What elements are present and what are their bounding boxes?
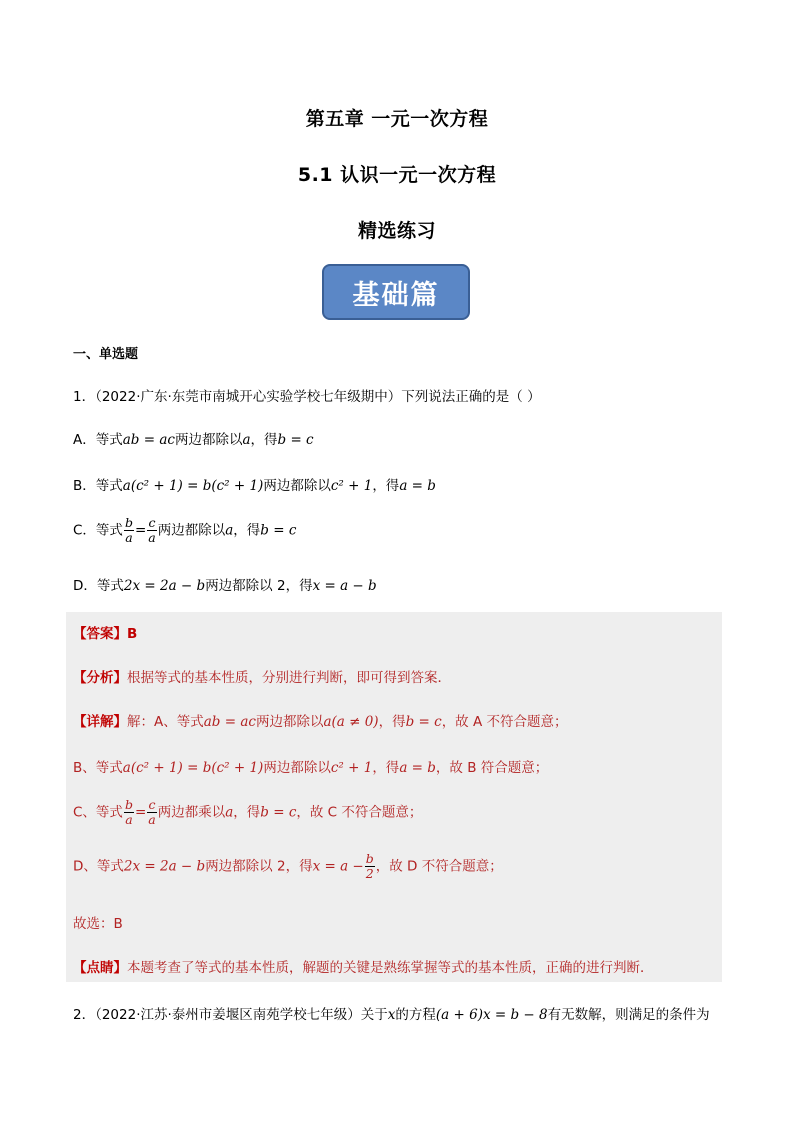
option-text: D．等式 [73, 578, 124, 594]
comment-label: 【点睛】 [73, 960, 127, 976]
formula: 2x = 2a − b [123, 578, 206, 594]
section-heading: 一、单选题 [73, 347, 139, 362]
formula: b = c [405, 714, 442, 730]
question-1-option-d [73, 574, 377, 594]
formula: a(c² + 1) = b(c² + 1) [122, 760, 264, 776]
analysis-line [73, 666, 451, 686]
formula: x = a − [312, 858, 364, 875]
formula: c² + 1 [330, 478, 373, 494]
detail-label: 【详解】 [73, 714, 127, 730]
option-text: 两边都除以 [174, 432, 243, 448]
answer-line [73, 622, 137, 642]
answer-value: B [127, 626, 138, 642]
option-text: 两边都除以 [157, 522, 226, 539]
formula: a = b [399, 760, 436, 776]
fraction: $\frac{c}{a}$ [148, 797, 156, 827]
formula: b = c [277, 432, 314, 448]
formula: x = a − b [312, 578, 377, 594]
detail-a-line: 【详解】解：A、等式ab = ac两边都除以a(a ≠ 0)，得b = c，故 A 不符合题意； [73, 714, 568, 730]
question-1-option-a [73, 428, 314, 448]
formula: ab = ac [203, 714, 256, 730]
option-text: 两边都除以 [263, 478, 331, 494]
formula: a = b [399, 478, 436, 494]
question-1-option-c: C．等式 $\frac{b}{a}$ = $\frac{c}{a}$ 两边都除以a，得b = c [73, 515, 297, 545]
formula: c² + 1 [330, 760, 373, 776]
formula: a [225, 804, 234, 821]
comment-text: 本题考查了等式的基本性质，解题的关键是熟练掌握等式的基本性质，正确的进行判断． [127, 960, 654, 976]
formula: a(a ≠ 0) [323, 714, 379, 730]
chapter-title: 第五章 一元一次方程 [305, 108, 489, 130]
answer-label: 【答案】 [73, 626, 127, 642]
option-text: 两边都除以 2，得 [205, 578, 313, 594]
analysis-text: 根据等式的基本性质，分别进行判断，即可得到答案． [127, 670, 451, 686]
section-title: 5.1 认识一元一次方程 [297, 164, 497, 186]
sub-title: 精选练习 [357, 220, 436, 242]
formula: (a + 6)x = b − 8 [435, 1007, 548, 1023]
formula: a(c² + 1) = b(c² + 1) [122, 478, 264, 494]
formula: b = c [260, 522, 297, 539]
option-text: ，得 [250, 432, 278, 448]
comment-line [73, 956, 654, 976]
level-badge: 基础篇 [322, 264, 470, 320]
fraction: $\frac{c}{a}$ [148, 515, 156, 545]
fraction: $\frac{b}{2}$ [365, 851, 374, 881]
fraction: $\frac{b}{a}$ [124, 797, 133, 827]
formula: ab = ac [122, 432, 175, 448]
detail-d-line: D、等式2x = 2a − b两边都除以 2，得x = a − $\frac{b}{2}$ ，故 D 不符合题意； [73, 851, 503, 881]
option-text: C．等式 [73, 522, 123, 539]
formula: x [387, 1007, 396, 1023]
question-1-option-b [73, 474, 436, 494]
formula: a [225, 522, 234, 539]
formula: a [242, 432, 251, 448]
option-text: ，得 [233, 522, 261, 539]
fraction: $\frac{b}{a}$ [124, 515, 133, 545]
question-2-stem: 2．（2022·江苏·泰州市姜堰区南苑学校七年级）关于x的方程(a + 6)x = b − 8有无数解，则满足的条件为 [73, 1007, 710, 1023]
option-text: B．等式 [73, 478, 123, 494]
option-text: ，得 [372, 478, 400, 494]
analysis-label: 【分析】 [73, 670, 127, 686]
formula: 2x = 2a − b [123, 858, 206, 875]
detail-c-line: C、等式 $\frac{b}{a}$ = $\frac{c}{a}$ 两边都乘以a，得b = c，故 C 不符合题意； [73, 797, 423, 827]
choice-line: 故选：B [73, 916, 123, 932]
detail-b-line: B、等式a(c² + 1) = b(c² + 1)两边都除以c² + 1，得a = b，故 B 符合题意； [73, 760, 549, 776]
question-1-stem: 1．（2022·广东·东莞市南城开心实验学校七年级期中）下列说法正确的是（ ） [73, 389, 541, 405]
option-text: A．等式 [73, 432, 123, 448]
formula: b = c [260, 804, 297, 821]
